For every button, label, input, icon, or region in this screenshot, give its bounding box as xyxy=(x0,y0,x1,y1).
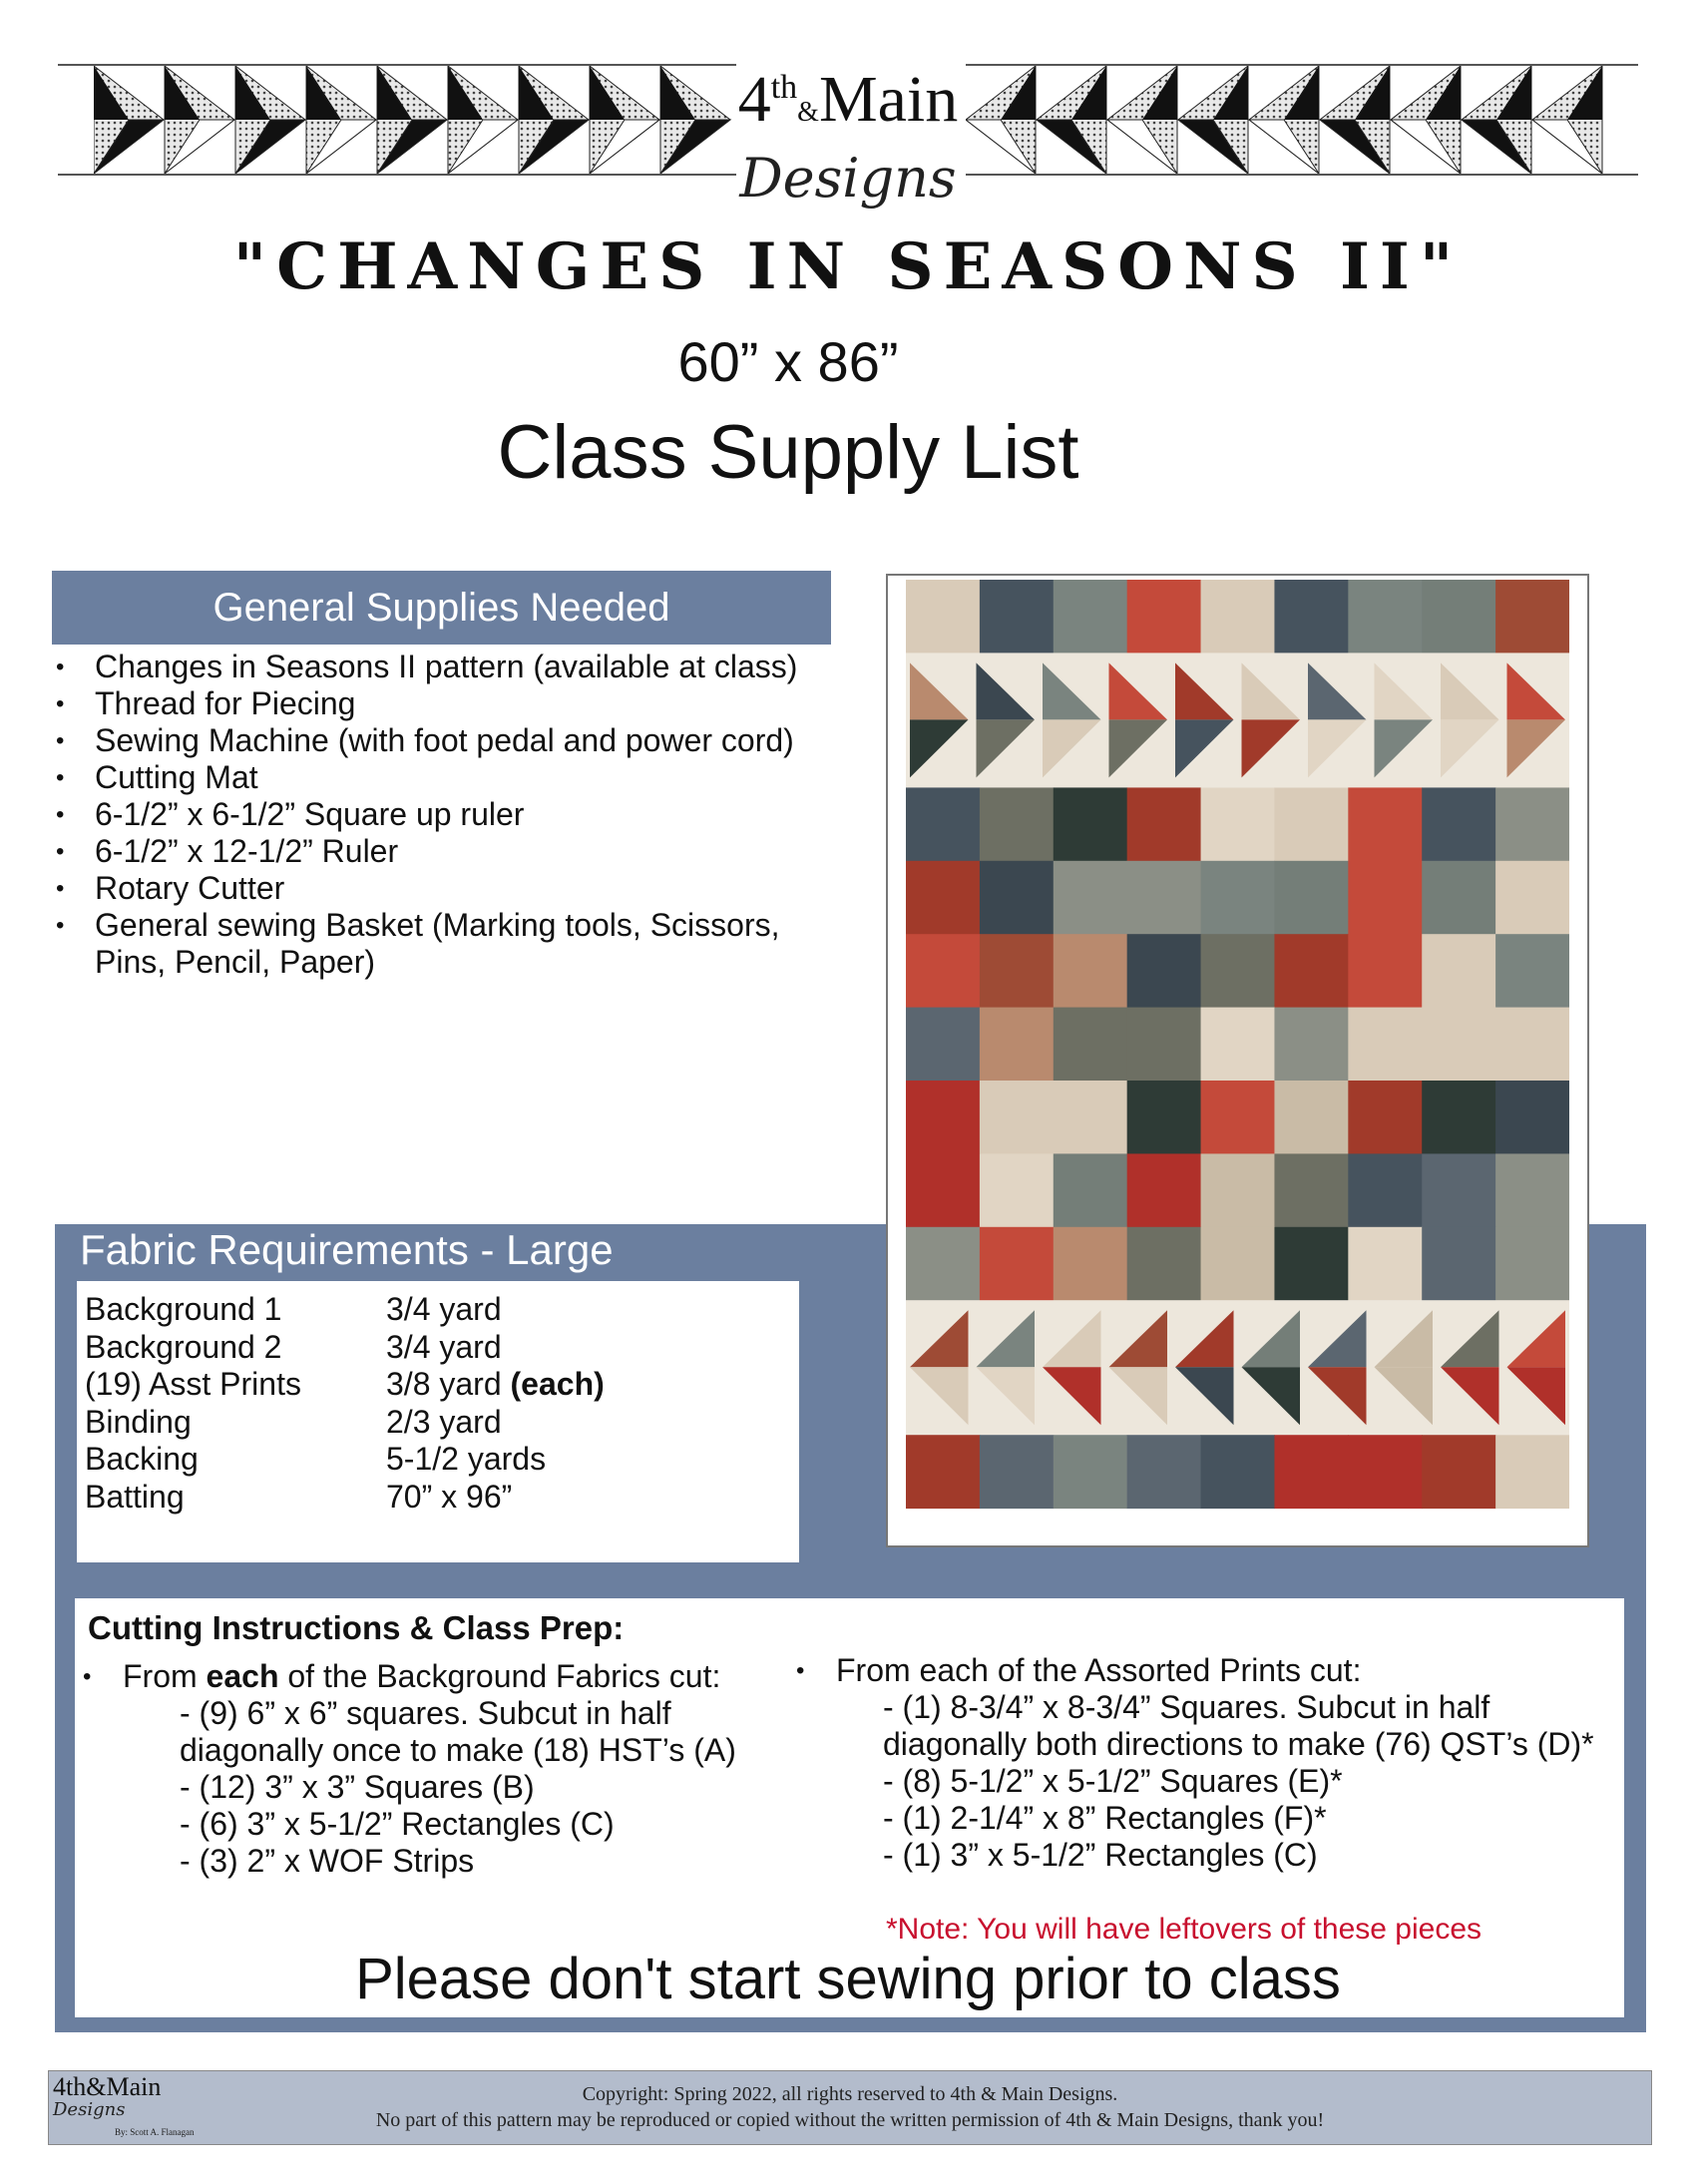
list-item: - (1) 3” x 5-1/2” Rectangles (C) xyxy=(883,1837,1318,1873)
brand-logo: 4th&Main Designs xyxy=(737,63,959,210)
list-item: • From each of the Assorted Prints cut: xyxy=(796,1652,1362,1688)
list-item: • Changes in Seasons II pattern (available at class) xyxy=(56,649,798,684)
table-row: Background 2 3/4 yard xyxy=(85,1328,502,1365)
list-item: - (9) 6” x 6” squares. Subcut in half xyxy=(180,1695,671,1731)
list-item: - (1) 2-1/4” x 8” Rectangles (F)* xyxy=(883,1800,1327,1836)
banner-rule-bottom-right xyxy=(966,174,1638,176)
closing-notice: Please don't start sewing prior to class xyxy=(355,1947,1341,2011)
quilt-size: 60” x 86” xyxy=(677,330,899,393)
table-row: Binding 2/3 yard xyxy=(85,1403,502,1440)
flying-geese-left-icon xyxy=(94,66,736,174)
list-item: • From each of the Background Fabrics cut: xyxy=(83,1658,721,1694)
prints-cutting-list xyxy=(796,1652,1644,1874)
page-subtitle: Class Supply List xyxy=(497,410,1079,495)
list-item: • Cutting Mat xyxy=(56,759,258,795)
copyright-notice: No part of this pattern may be reproduced or copied without the written permission of 4th & Main Designs, thank you! xyxy=(375,2109,1325,2131)
list-item: diagonally both directions to make (76) QST’s (D)* xyxy=(883,1726,1594,1762)
quilt-photo xyxy=(886,574,1589,1547)
list-item: - (1) 8-3/4” x 8-3/4” Squares. Subcut in half xyxy=(883,1689,1490,1725)
fabric-requirements-table xyxy=(85,1291,605,1516)
table-row: Batting 70” x 96” xyxy=(85,1478,513,1515)
pattern-title: "CHANGES IN SEASONS II" xyxy=(232,229,1464,304)
flying-geese-right-icon xyxy=(966,66,1604,174)
list-item: • Thread for Piecing xyxy=(56,685,356,721)
copyright-text: Copyright: Spring 2022, all rights reserved to 4th & Main Designs. xyxy=(582,2083,1118,2105)
table-row: Background 1 3/4 yard xyxy=(85,1291,502,1327)
list-item: • 6-1/2” x 12-1/2” Ruler xyxy=(56,833,399,869)
list-item: • Sewing Machine (with foot pedal and power cord) xyxy=(56,722,794,758)
list-item: - (6) 3” x 5-1/2” Rectangles (C) xyxy=(180,1806,615,1842)
list-item: • Rotary Cutter xyxy=(56,870,285,906)
list-item: - (3) 2” x WOF Strips xyxy=(180,1843,475,1879)
list-item: diagonally once to make (18) HST’s (A) xyxy=(180,1732,736,1768)
fabric-requirements-heading: Fabric Requirements - Large xyxy=(80,1226,614,1273)
list-item: • General sewing Basket (Marking tools, Scissors, Pins, Pencil, Paper) xyxy=(56,907,780,980)
footer-logo: 4th&Main Designs By: Scott A. Flanagan xyxy=(53,2072,195,2137)
cutting-heading: Cutting Instructions & Class Prep: xyxy=(88,1609,625,1646)
general-supplies-list xyxy=(52,649,850,981)
quilt-image xyxy=(906,580,1569,1541)
banner-rule-bottom-left xyxy=(58,174,736,176)
table-row: Backing 5-1/2 yards xyxy=(85,1441,547,1477)
table-row: (19) Asst Prints 3/8 yard (each) xyxy=(85,1366,605,1402)
background-cutting-list xyxy=(83,1658,801,1880)
fabric-requirements-box xyxy=(77,1281,799,1562)
footer xyxy=(48,2070,1652,2145)
list-item: • 6-1/2” x 6-1/2” Square up ruler xyxy=(56,796,525,832)
list-item: - (8) 5-1/2” x 5-1/2” Squares (E)* xyxy=(883,1763,1343,1799)
general-supplies-heading: General Supplies Needed xyxy=(52,571,831,645)
leftovers-note: *Note: You will have leftovers of these pieces xyxy=(886,1913,1483,1946)
list-item: - (12) 3” x 3” Squares (B) xyxy=(180,1769,535,1805)
